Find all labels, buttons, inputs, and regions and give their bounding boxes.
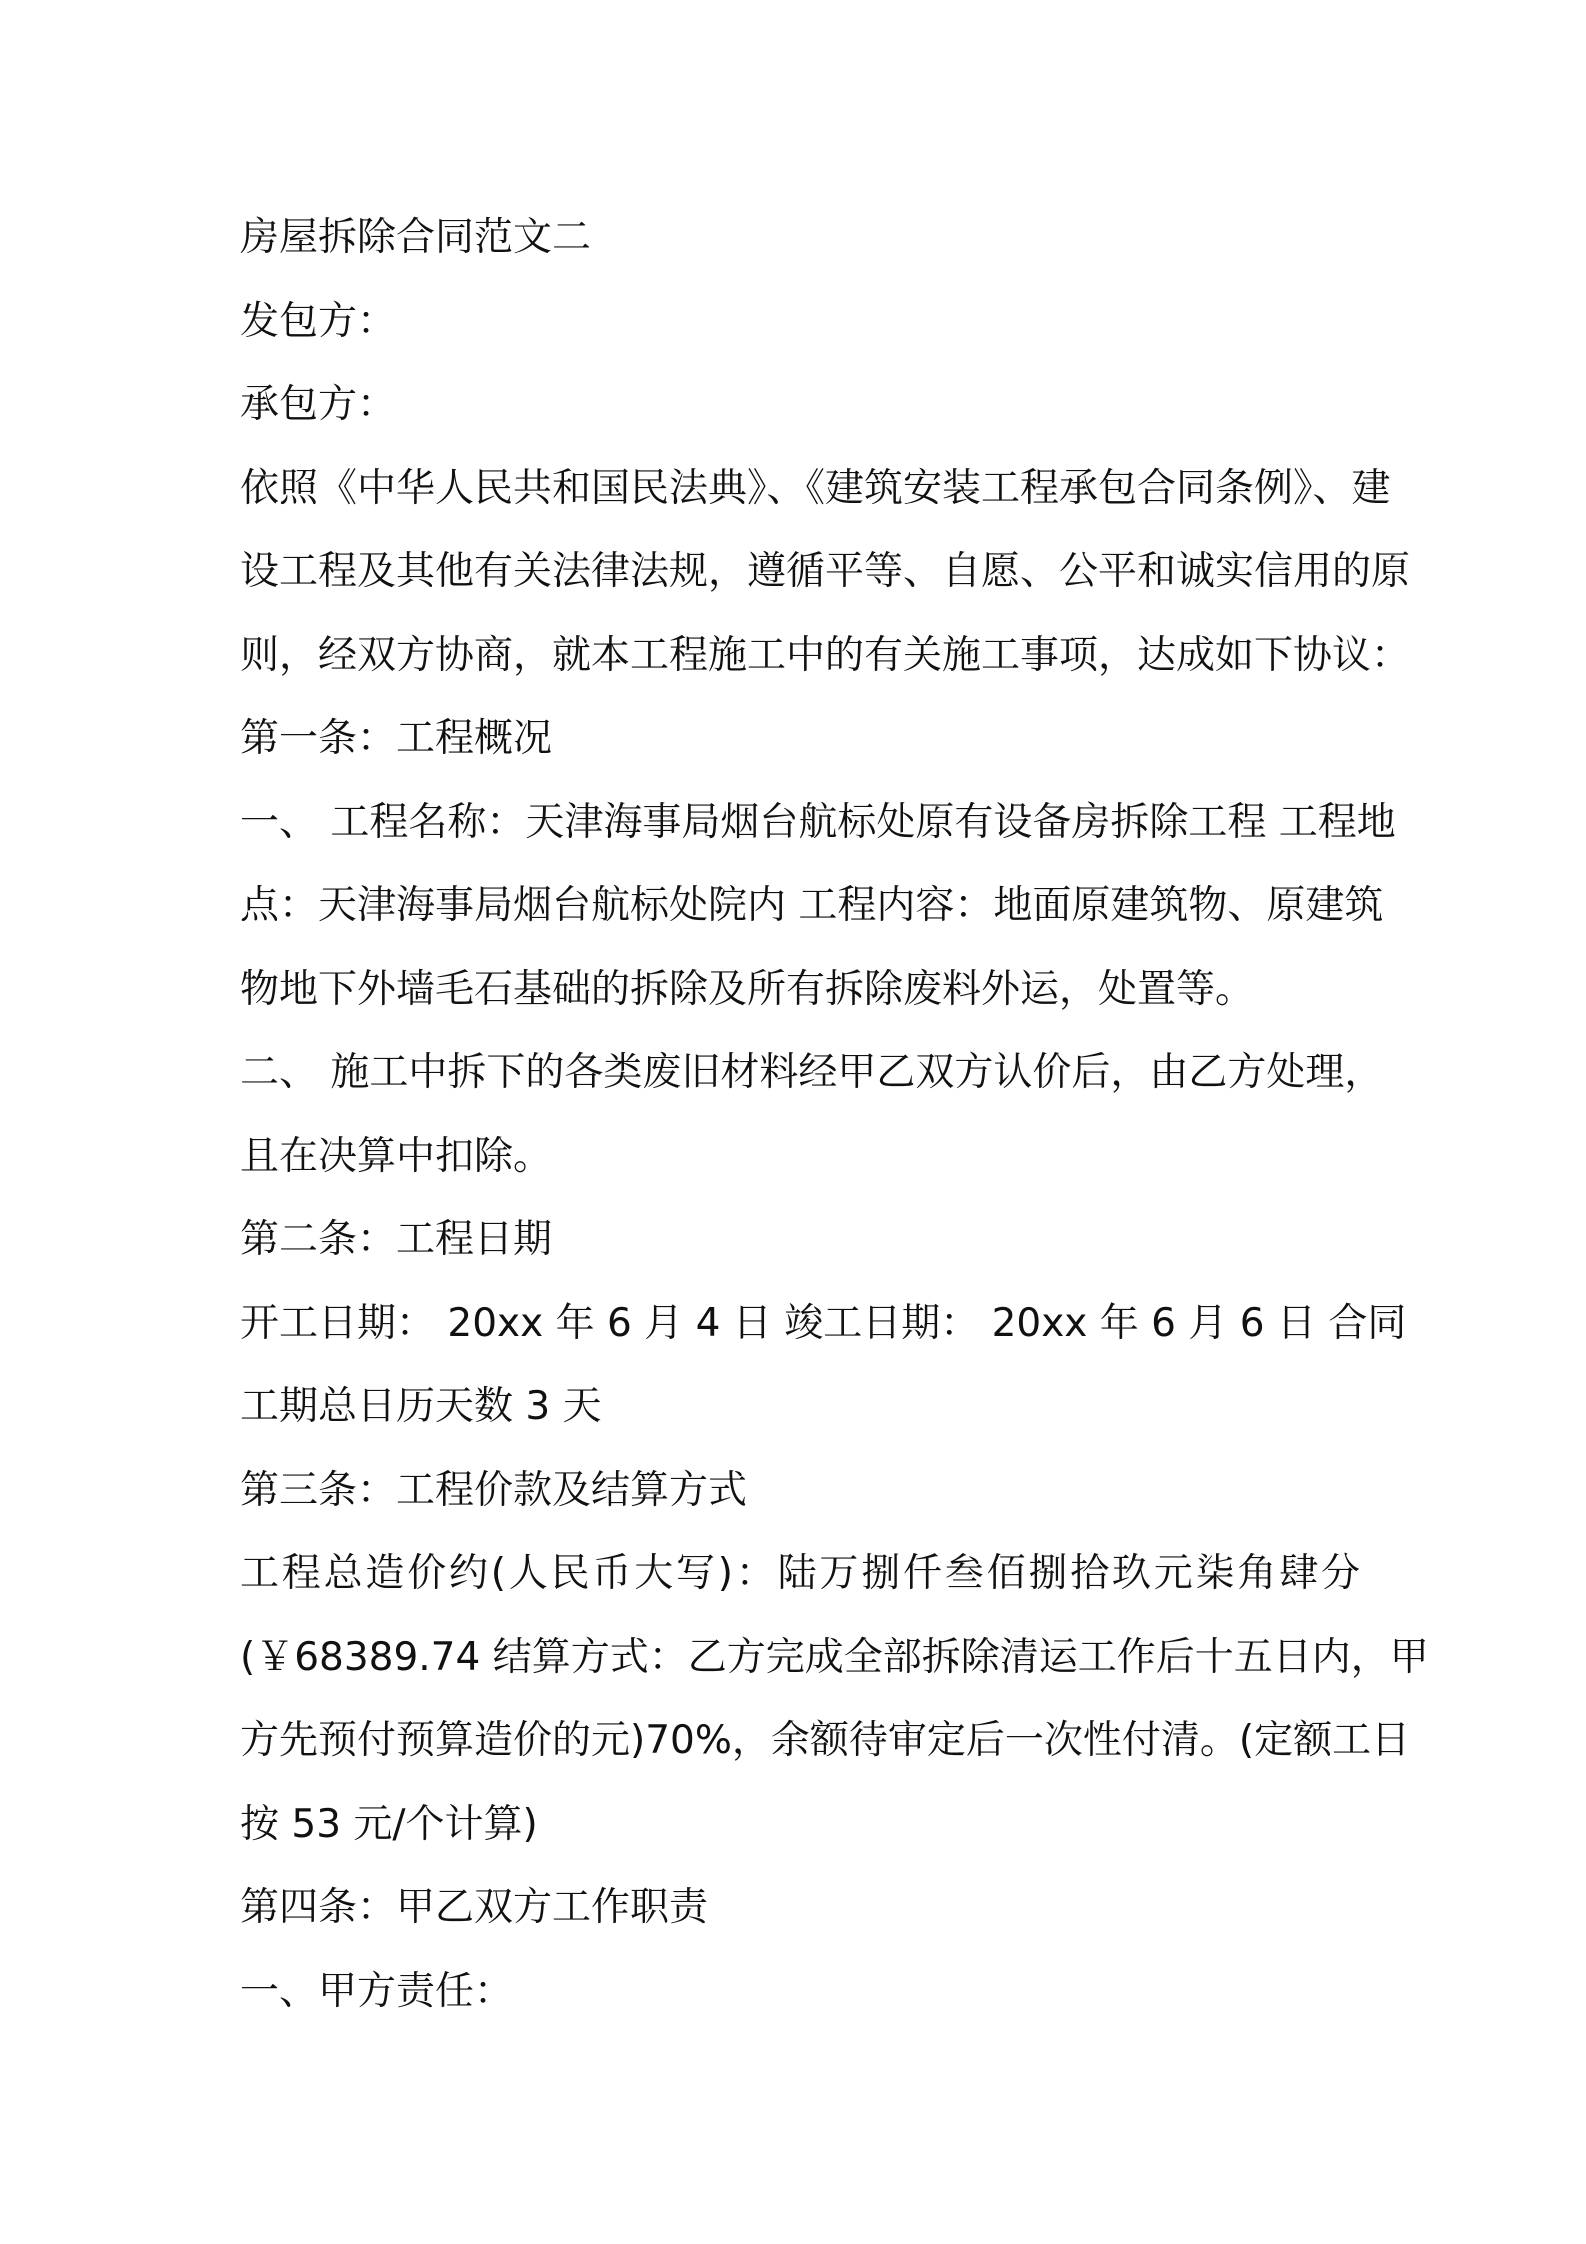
party-a-responsibility-heading: 一、甲方责任： [240, 1968, 514, 2014]
article-2-heading: 第二条：工程日期 [240, 1217, 553, 1262]
preamble-line: 则，经双方协商，就本工程施工中的有关施工事项，达成如下协议： [240, 632, 1411, 678]
preamble-line: 依照《中华人民共和国民法典》、《建筑安装工程承包合同条例》、建 [240, 465, 1391, 511]
project-dates-line: 开工日期： 20xx 年 6 月 4 日 竣工日期： 20xx 年 6 月 6 日 合同 [240, 1300, 1407, 1346]
article-1-item-2-line: 二、 施工中拆下的各类废旧材料经甲乙双方认价后，由乙方处理， [240, 1050, 1384, 1095]
document-body [240, 196, 1429, 2033]
article-1-item-2-line: 且在决算中扣除。 [240, 1133, 553, 1179]
article-1-heading: 第一条：工程概况 [240, 716, 553, 761]
article-1-item-1-line: 一、 工程名称：天津海事局烟台航标处原有设备房拆除工程 工程地 [240, 799, 1396, 845]
article-3-heading: 第三条：工程价款及结算方式 [240, 1467, 748, 1513]
payment-terms-line: 按 53 元/个计算) [240, 1801, 538, 1847]
payment-terms-line: 方先预付预算造价的元)70%，余额待审定后一次性付清。(定额工日 [240, 1718, 1411, 1763]
preamble-line: 设工程及其他有关法律法规，遵循平等、自愿、公平和诚实信用的原 [240, 549, 1411, 594]
client-party-label: 发包方： [240, 298, 397, 344]
payment-terms-line: (￥68389.74 结算方式：乙方完成全部拆除清运工作后十五日内，甲 [240, 1634, 1429, 1680]
project-duration-line: 工期总日历天数 3 天 [240, 1384, 602, 1429]
article-1-item-1-line: 点：天津海事局烟台航标处院内 工程内容：地面原建筑物、原建筑 [240, 883, 1384, 928]
payment-terms-line: 工程总造价约(人民币大写)：陆万捌仟叁佰捌拾玖元柒角肆分 [240, 1551, 1360, 1596]
document-title: 房屋拆除合同范文二 [240, 215, 592, 260]
article-4-heading: 第四条：甲乙双方工作职责 [240, 1885, 709, 1930]
contractor-party-label: 承包方： [240, 382, 397, 427]
article-1-item-1-line: 物地下外墙毛石基础的拆除及所有拆除废料外运，处置等。 [240, 966, 1255, 1012]
